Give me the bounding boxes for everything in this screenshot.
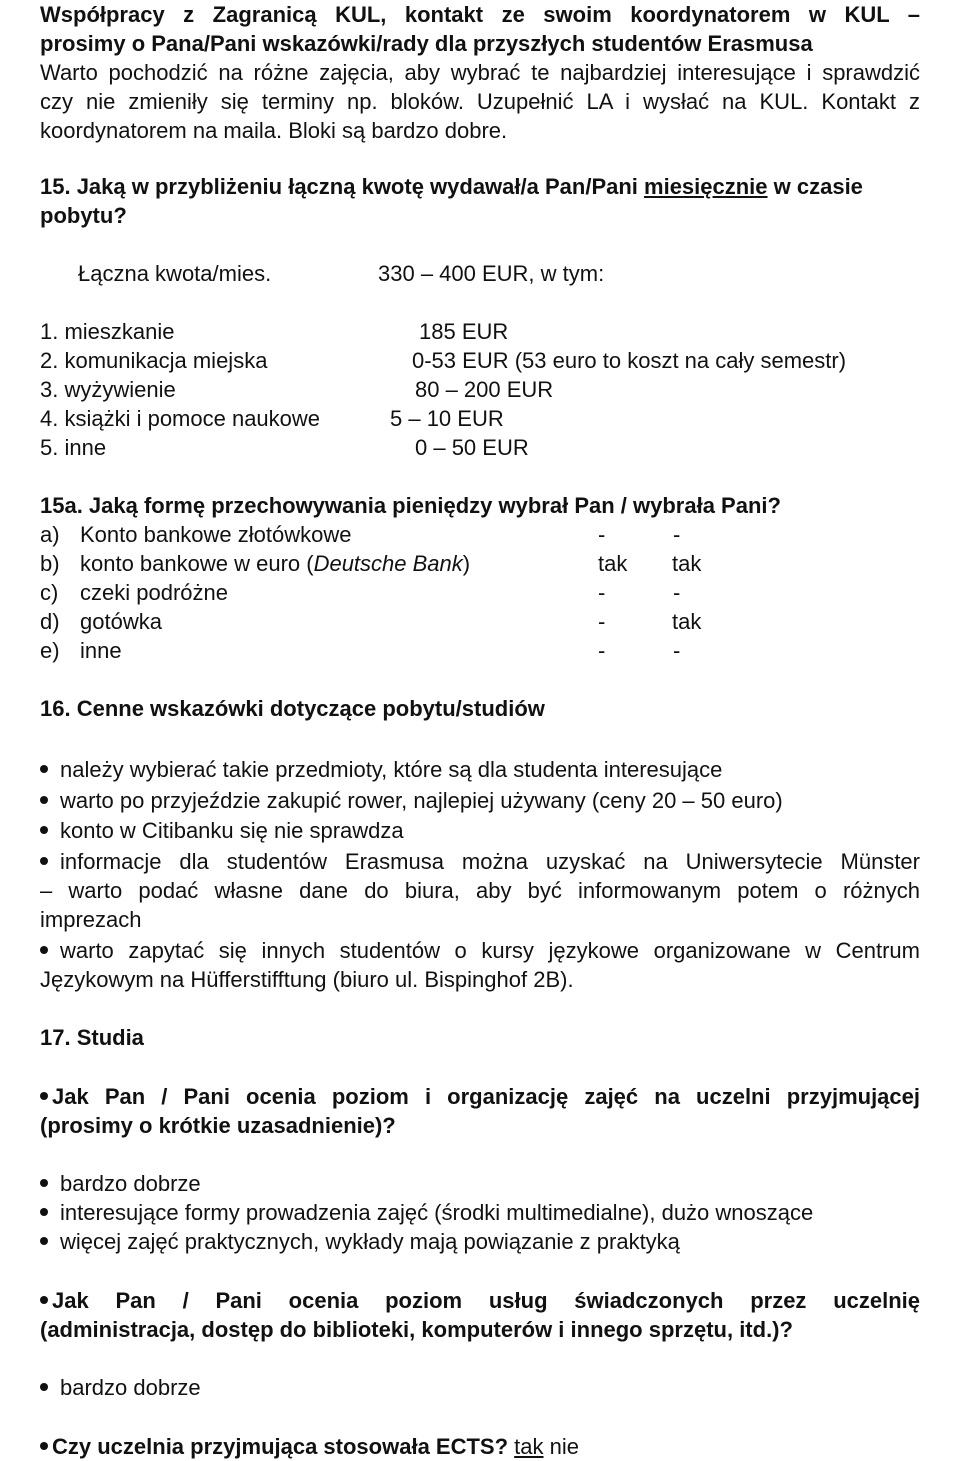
q15a-row-label-pre: konto bankowe w euro ( xyxy=(80,551,314,576)
q15-item-label: 2. komunikacja miejska xyxy=(40,348,268,373)
q15a-title: 15a. Jaką formę przechowywania pieniędzy wybrał Pan / wybrała Pani? xyxy=(40,493,781,518)
q15-item-value: 0 – 50 EUR xyxy=(415,435,529,460)
q16-bullet-continuation: imprezach xyxy=(40,907,142,932)
intro-text-line-1: Warto pochodzić na różne zajęcia, aby wybrać te najbardziej interesujące i sprawdzić xyxy=(40,60,920,85)
q16-bullet-continuation: – warto podać własne dane do biura, aby być informowanym potem o różnych xyxy=(40,878,920,903)
q16-bullet xyxy=(40,847,920,876)
q15-item-label: 1. mieszkanie xyxy=(40,319,175,344)
bullet-dot-icon xyxy=(40,796,48,804)
q15a-row-label: Konto bankowe złotówkowe xyxy=(80,522,352,547)
q15a-row-col1: - xyxy=(598,522,606,547)
bullet-dot-icon xyxy=(40,1237,48,1245)
q17-question-2 xyxy=(40,1286,920,1315)
q16-bullet-text: warto po przyjeździe zakupić rower, najlepiej używany (ceny 20 – 50 euro) xyxy=(60,788,783,813)
q17-answer-text: więcej zajęć praktycznych, wykłady mają powiązanie z praktyką xyxy=(60,1229,680,1254)
q16-bullet-text: informacje dla studentów Erasmusa można uzyskać na Uniwersytecie Münster xyxy=(60,849,920,874)
q15a-row-col2: - xyxy=(673,522,681,547)
q15-total-label: Łączna kwota/mies. xyxy=(78,261,272,286)
q17-answer-text: interesujące formy prowadzenia zajęć (środki multimedialne), dużo wnoszące xyxy=(60,1200,814,1225)
q16-bullet-text: warto zapytać się innych studentów o kursy językowe organizowane w Centrum xyxy=(60,938,920,963)
q16-title: 16. Cenne wskazówki dotyczące pobytu/studiów xyxy=(40,696,545,721)
q15a-row-col1: - xyxy=(598,638,606,663)
bullet-dot-icon xyxy=(40,1296,48,1304)
q17-question-1-text: Jak Pan / Pani ocenia poziom i organizację zajęć na uczelni przyjmującej xyxy=(52,1084,920,1109)
q15a-row-letter: e) xyxy=(40,638,60,663)
q15a-row-label-post: ) xyxy=(462,551,471,576)
q17-answer xyxy=(40,1373,920,1402)
q15a-row-label: inne xyxy=(80,638,122,663)
q17-question-1-line-2: (prosimy o krótkie uzasadnienie)? xyxy=(40,1113,396,1138)
q15-item-value: 80 – 200 EUR xyxy=(415,377,554,402)
bullet-dot-icon xyxy=(40,765,48,773)
q15-item-label: 5. inne xyxy=(40,435,107,460)
bullet-dot-icon xyxy=(40,946,48,954)
q15a-row-label: czeki podróżne xyxy=(80,580,228,605)
q15-item-value: 0-53 EUR (53 euro to koszt na cały semestr) xyxy=(412,348,847,373)
bullet-dot-icon xyxy=(40,826,48,834)
intro-heading-line-1: Współpracy z Zagranicą KUL, kontakt ze swoim koordynatorem w KUL – xyxy=(40,2,920,27)
intro-text-line-3: koordynatorem na maila. Bloki są bardzo dobre. xyxy=(40,118,508,143)
bullet-dot-icon xyxy=(40,1092,48,1100)
q17-question-3 xyxy=(40,1432,920,1461)
q17-question-1 xyxy=(40,1082,920,1111)
q17-answer xyxy=(40,1198,920,1227)
q17-question-3-text: Czy uczelnia przyjmująca stosowała ECTS? xyxy=(52,1434,509,1459)
q15a-row-col1: - xyxy=(598,609,606,634)
q15-title-b: w czasie xyxy=(767,174,863,199)
q16-bullet-continuation: Językowym na Hüfferstifftung (biuro ul. Bispinghof 2B). xyxy=(40,967,574,992)
q15a-row-col2: - xyxy=(673,580,681,605)
q15a-row-letter: d) xyxy=(40,609,60,634)
q15-item-value: 5 – 10 EUR xyxy=(390,406,504,431)
q17-answer xyxy=(40,1169,920,1198)
q15a-row-col2: - xyxy=(673,638,681,663)
q17-answer-text: bardzo dobrze xyxy=(60,1375,201,1400)
q17-answer xyxy=(40,1227,920,1256)
q17-question-2-line-2: (administracja, dostęp do biblioteki, komputerów i innego sprzętu, itd.)? xyxy=(40,1317,793,1342)
q16-bullet xyxy=(40,786,920,815)
q16-bullet xyxy=(40,755,920,784)
q16-bullet xyxy=(40,816,920,845)
intro-text-line-2: czy nie zmieniły się terminy np. bloków. Uzupełnić LA i wysłać na KUL. Kontakt z xyxy=(40,89,920,114)
q17-answer-text: bardzo dobrze xyxy=(60,1171,201,1196)
bullet-dot-icon xyxy=(40,1442,48,1450)
q15a-row-letter: a) xyxy=(40,522,60,547)
q16-bullet-text: należy wybierać takie przedmioty, które są dla studenta interesujące xyxy=(60,757,723,782)
q15a-row-label: gotówka xyxy=(80,609,162,634)
bullet-dot-icon xyxy=(40,1179,48,1187)
intro-heading-line-2: prosimy o Pana/Pani wskazówki/rady dla przyszłych studentów Erasmusa xyxy=(40,31,813,56)
q15a-row-label xyxy=(80,549,470,578)
q15a-row-col1: tak xyxy=(598,551,628,576)
q15-title-line-1 xyxy=(40,172,920,201)
q17-title: 17. Studia xyxy=(40,1025,144,1050)
q15-total-value: 330 – 400 EUR, w tym: xyxy=(378,261,605,286)
q17-answer-yes: tak xyxy=(514,1434,544,1459)
q15-item-value: 185 EUR xyxy=(419,319,509,344)
q15-title-underlined: miesięcznie xyxy=(644,174,768,199)
q15a-row-letter: b) xyxy=(40,551,60,576)
q15a-row-col2: tak xyxy=(672,551,702,576)
bullet-dot-icon xyxy=(40,1208,48,1216)
q15a-row-col1: - xyxy=(598,580,606,605)
q15a-row-letter: c) xyxy=(40,580,59,605)
q15-title-a: 15. Jaką w przybliżeniu łączną kwotę wydawał/a Pan/Pani xyxy=(40,174,645,199)
q15-item-label: 3. wyżywienie xyxy=(40,377,176,402)
q17-question-2-text: Jak Pan / Pani ocenia poziom usług świadczonych przez uczelnię xyxy=(52,1288,920,1313)
q16-bullet-text: konto w Citibanku się nie sprawdza xyxy=(60,818,404,843)
q16-bullet xyxy=(40,936,920,965)
bullet-dot-icon xyxy=(40,1383,48,1391)
q15a-row-col2: tak xyxy=(672,609,702,634)
q15a-row-label-italic: Deutsche Bank xyxy=(313,551,463,576)
q17-answer-no: nie xyxy=(549,1434,579,1459)
bullet-dot-icon xyxy=(40,857,48,865)
q15-title-line-2: pobytu? xyxy=(40,203,127,228)
q15-item-label: 4. książki i pomoce naukowe xyxy=(40,406,321,431)
